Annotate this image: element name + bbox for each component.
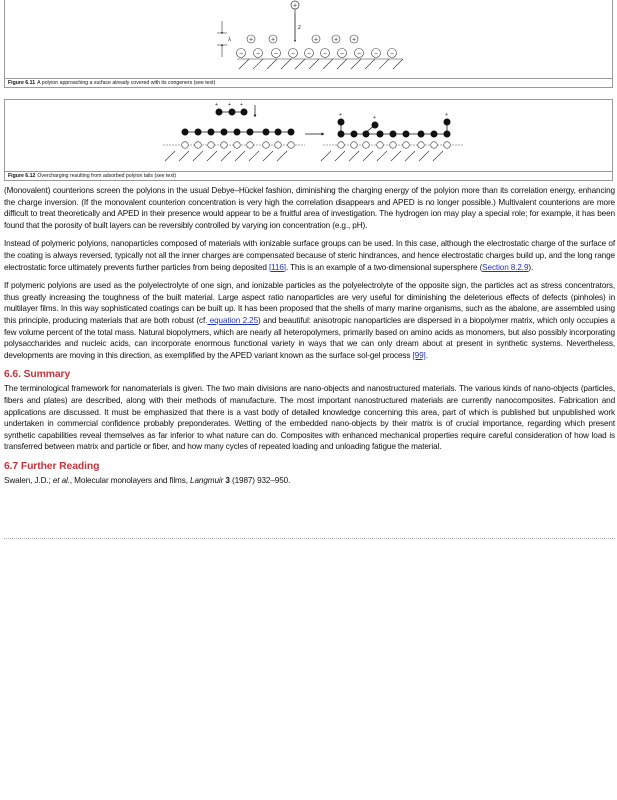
- section-8-2-9-link[interactable]: Section 8.2.9: [482, 262, 529, 272]
- figure-6-11-drawing: [5, 0, 612, 77]
- svg-text:+: +: [313, 36, 319, 44]
- svg-text:−: −: [322, 50, 328, 58]
- incoming-polyion: [215, 102, 255, 116]
- paragraph-polyelectrolyte: If polymeric polyions are used as the polyelectrolyte of one sign, and ionizable particles as the polyelectrolyte of the opposite sign, the particles act as stress concentrators, thus greatly increasing the toughness of the built material. Large aspect ratio nanoparticles are very useful for diminishing the deleterious effects of defects (pinholes) in multilayer films. In this way sophisticated coatings can be built up. It has been proposed that the shells of many marine organisms, such as the abalone, are assembled using this principle, producing materials that are both robust (cf. equation 2.25) and beautiful: anisotropic nanoparticles are dispersed in a biopolymer matrix, which only occupies a few volume percent of the total mass. Natural biopolymers, which are nearly all heteropolymers, primarily based on amino acids as monomers, but also possibly incorporating polysaccharides and nucleic acids, can incorporate enormous functional variety in ways that we can only dream about at present in synthetic systems. Nevertheless, developments are moving in this direction, as exemplified by the APED variant known as the surface sol-gel process [99].: [4, 281, 615, 360]
- svg-text:−: −: [255, 50, 261, 58]
- svg-text:−: −: [273, 50, 279, 58]
- svg-text:+: +: [228, 102, 231, 108]
- page-end-divider: [4, 538, 615, 539]
- reference-entry: Swalen, J.D.; et al., Molecular monolayers and films, Langmuir 3 (1987) 932–950.: [4, 475, 291, 485]
- substrate-hatching: [237, 59, 403, 69]
- figure-6-11: [4, 0, 613, 88]
- svg-text:+: +: [445, 112, 448, 118]
- figure-label: Figure 6.11: [8, 80, 36, 86]
- summary-heading: 6.6. Summary: [4, 369, 71, 381]
- caption-text: Overcharging resulting from adsorbed polyion tails (see text): [37, 173, 177, 179]
- figure-6-11-caption: [5, 78, 612, 87]
- lambda-label: λ: [228, 37, 231, 43]
- svg-text:+: +: [270, 36, 276, 44]
- svg-text:+: +: [215, 102, 218, 108]
- svg-text:−: −: [373, 50, 379, 58]
- surface-minus-charges: [237, 49, 397, 58]
- left-adsorbed-layer: [163, 129, 305, 162]
- further-reading-heading: 6.7 Further Reading: [4, 460, 100, 472]
- svg-text:−: −: [238, 50, 244, 58]
- approaching-plus: +: [292, 2, 298, 10]
- svg-text:+: +: [339, 112, 342, 118]
- figure-label: Figure 6.12: [8, 173, 36, 179]
- svg-text:−: −: [290, 50, 296, 58]
- svg-text:−: −: [389, 50, 395, 58]
- svg-text:+: +: [333, 36, 339, 44]
- figure-6-12-drawing: [5, 100, 612, 166]
- body-text: [4, 185, 615, 493]
- svg-text:+: +: [373, 115, 376, 121]
- figure-6-12-caption: [5, 171, 612, 180]
- svg-text:−: −: [306, 50, 312, 58]
- paragraph-nanoparticles: Instead of polymeric polyions, nanoparticles composed of materials with ionizable surface groups can be used. In this case, although the electrostatic charge of the surface of the coating is always reversed, typically not all the inner charges are compensated because of steric hindrances, and hence electrostatic charges build up, and the long range electrostatic force ultimately prevents further particles from being deposited [116]. This is an example of a two-dimensional supersphere (Section 8.2.9).: [4, 239, 615, 272]
- svg-text:+: +: [351, 36, 357, 44]
- adsorbed-plus-charges: [247, 35, 358, 44]
- right-overcharged-layer: [321, 112, 463, 161]
- ref-116-link[interactable]: [116]: [268, 262, 286, 272]
- svg-text:+: +: [248, 36, 254, 44]
- paragraph-counterions: (Monovalent) counterions screen the polyions in the usual Debye–Hückel fashion, diminishing the charging energy of the polyion more than its correlation energy, enhancing the charge inversion. (If the monovalent counterion concentration is very high the correlation disappears and APED is no longer possible.) Multivalent counterions are more difficult to treat theoretically and APED in their presence would appear to be a fruitful area of investigation. The hydrogen ion may play a special role; for example, it has been found that the porosity of built layers can be reversibly controlled by varying ion concentration (e.g., pH).: [4, 186, 615, 230]
- figure-6-12: [4, 99, 613, 181]
- svg-text:−: −: [356, 50, 362, 58]
- z-label: z: [298, 25, 301, 31]
- svg-text:+: +: [240, 102, 243, 108]
- svg-text:−: −: [339, 50, 345, 58]
- summary-paragraph: The terminological framework for nanomaterials is given. The two main divisions are nano-objects and nanostructured materials. The various kinds of nano-objects (particles, fibers and plates) are described, along with their methods of manufacture. The most important nanostructured materials are currently nanocomposites. Fabrication and applications are discussed. It must be emphasized that there is a vast body of detailed knowledge concerning this area, part of which is published but unpublished work undertaken in commercial confidence probably preponderates. Wetting of the embedded nano-objects by their matrix is of crucial importance, regarding which present synthetic capabilities reveal themselves as far inferior to what nature can do. Composites with enhanced mechanical properties require careful consideration of how load is transferred between matrix and particle or fiber, and how many cycles of repeated loading and unloading fatigue the material.: [4, 384, 615, 452]
- caption-text: A polyion approaching a surface already covered with its congeners (see text): [37, 80, 216, 86]
- ref-99-link[interactable]: [99]: [412, 350, 426, 360]
- equation-2-25-link[interactable]: equation 2.25: [207, 315, 259, 325]
